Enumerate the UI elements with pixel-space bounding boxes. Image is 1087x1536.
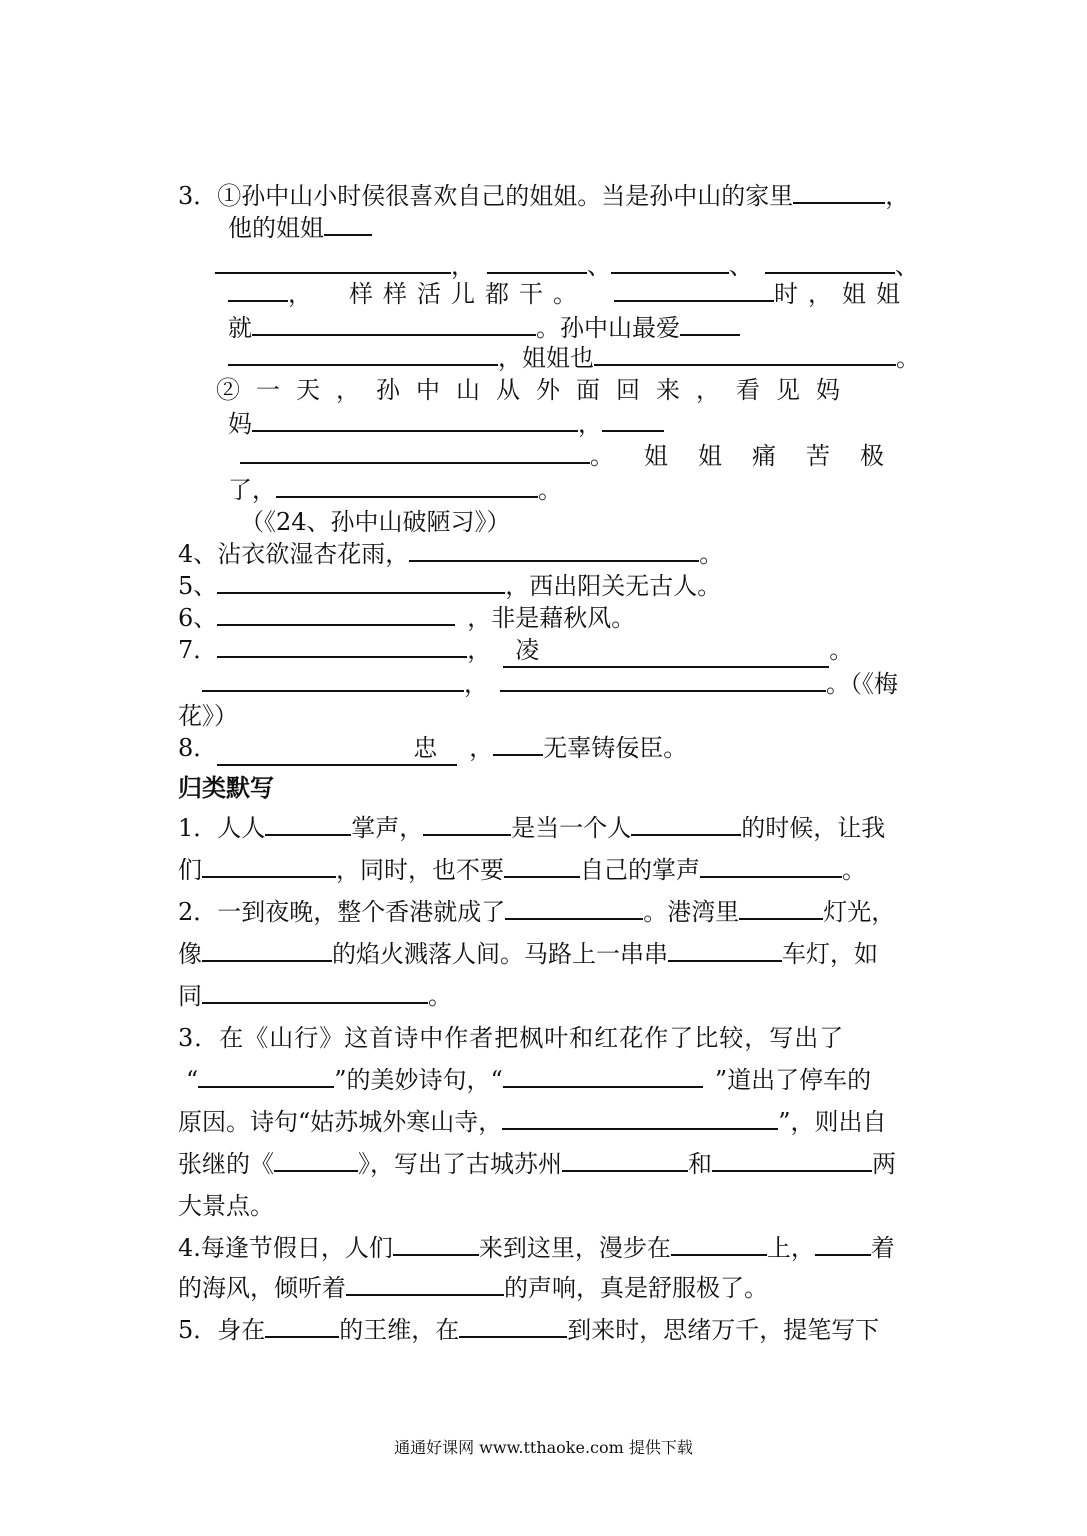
blank[interactable]	[393, 1232, 479, 1256]
section-heading	[178, 772, 274, 804]
blank[interactable]	[680, 312, 740, 336]
blank[interactable]	[252, 408, 578, 432]
blank[interactable]	[217, 732, 457, 766]
blank[interactable]	[500, 668, 826, 692]
blank[interactable]	[217, 634, 467, 658]
b-q3-text: 和	[688, 1150, 712, 1178]
blank[interactable]	[228, 278, 288, 302]
blank[interactable]	[668, 938, 782, 962]
blank[interactable]	[276, 474, 538, 498]
blank[interactable]	[505, 896, 643, 920]
b-q2-line-1	[178, 896, 895, 928]
page-footer	[0, 1436, 1087, 1460]
q3-text: 样样活儿都干。	[349, 280, 587, 308]
blank[interactable]	[504, 854, 580, 878]
b-q3-line-2	[186, 1064, 871, 1096]
b-q3-text: ”，则出自	[778, 1108, 887, 1136]
punct: 。	[842, 856, 866, 884]
punct: ，	[578, 410, 602, 438]
q5-text: 5、	[178, 572, 218, 600]
blank[interactable]	[671, 1232, 767, 1256]
punct: ，	[467, 636, 492, 664]
q3-line-8	[228, 408, 664, 440]
blank[interactable]	[198, 1064, 334, 1088]
q8-text: 忠	[413, 734, 438, 762]
q3-text: 时，姐姐	[774, 280, 910, 308]
punct: 、	[729, 252, 753, 280]
blank[interactable]	[594, 342, 896, 366]
b-q2-text: 。港湾里	[643, 898, 740, 926]
punct: 。	[699, 540, 724, 568]
blank[interactable]	[815, 1232, 871, 1256]
q3-text: 就	[228, 314, 252, 342]
source-citation: （《24、孙中山破陋习》）	[240, 508, 511, 536]
q4-text: 4、沾衣欲湿杏花雨，	[178, 540, 410, 568]
footer-text: 通通好课网 www.tthaoke.com 提供下载	[394, 1438, 693, 1457]
q8-line	[178, 732, 687, 766]
b-q2-line-3	[178, 980, 452, 1012]
q7-text: 花》）	[178, 702, 238, 730]
q7-text: 7．	[178, 636, 218, 664]
punct: 。	[829, 636, 854, 664]
b-q4-text: 上，	[766, 1234, 815, 1262]
b-q1-line-1	[178, 812, 885, 844]
blank[interactable]	[602, 408, 664, 432]
punct: ，	[464, 670, 488, 698]
b-q1-text: 自己的掌声	[580, 856, 700, 884]
b-q2-text: 灯光，	[823, 898, 896, 926]
blank[interactable]	[202, 938, 332, 962]
b-q3-text: 张继的《	[178, 1150, 274, 1178]
blank[interactable]	[562, 1148, 688, 1172]
b-q3-line-3	[178, 1106, 887, 1138]
b-q1-line-2	[178, 854, 866, 886]
b-q4-line-1	[178, 1232, 895, 1264]
q3-line-7	[216, 374, 910, 406]
q5-text: ，西出阳关无古人。	[505, 572, 722, 600]
b-q5-text: 到来时，思绪万千，提笔写下	[567, 1316, 880, 1344]
blank[interactable]	[493, 732, 543, 756]
blank[interactable]	[765, 250, 895, 274]
section-title: 归类默写	[178, 773, 274, 802]
q7-line-2	[202, 668, 898, 700]
blank[interactable]	[700, 854, 842, 878]
q3-line-9	[240, 440, 914, 472]
blank[interactable]	[487, 250, 587, 274]
blank[interactable]	[228, 342, 498, 366]
b-q3-text: ”的美妙诗句，“	[334, 1066, 503, 1094]
punct: 、	[587, 252, 611, 280]
blank[interactable]	[712, 1148, 872, 1172]
blank[interactable]	[274, 1148, 358, 1172]
punct: 。	[896, 344, 920, 372]
b-q4-text: 来到这里，漫步在	[478, 1234, 671, 1262]
q6-text: ，非是藉秋风。	[467, 604, 636, 632]
b-q5-text: 5．身在	[178, 1316, 266, 1344]
blank[interactable]	[423, 812, 511, 836]
b-q4-text: 4.每逢节假日，人们	[178, 1234, 393, 1262]
b-q4-text: 着	[870, 1234, 895, 1262]
b-q5-text: 的王维，在	[339, 1316, 460, 1344]
q3-text: ①孙中山小时侯很喜欢自己的姐姐。当是孙中山的家里	[217, 182, 794, 210]
b-q3-text: 原因。诗句“姑苏城外寒山寺，	[178, 1108, 503, 1136]
b-q1-text: 1．人人	[178, 814, 266, 842]
q3-source	[240, 506, 511, 538]
blank[interactable]	[324, 212, 372, 236]
q3-line-6	[228, 342, 920, 374]
punct: 。	[538, 476, 562, 504]
blank[interactable]	[265, 1314, 339, 1338]
b-q1-text: 是当一个人	[511, 814, 632, 842]
b-q3-line-4	[178, 1148, 896, 1180]
blank[interactable]	[240, 440, 590, 464]
blank[interactable]	[503, 634, 829, 668]
q3-text: 他的姐姐	[228, 214, 324, 242]
blank[interactable]	[502, 1106, 778, 1130]
blank[interactable]	[793, 180, 885, 204]
blank[interactable]	[631, 812, 741, 836]
b-q2-text: 车灯，如	[782, 940, 878, 968]
punct: ，	[885, 182, 910, 210]
q8-text: 无辜铸佞臣。	[543, 734, 688, 762]
q3-text: ②一天，孙中山从外面回来，看见妈	[216, 376, 856, 404]
blank[interactable]	[202, 854, 336, 878]
blank[interactable]	[202, 980, 428, 1004]
b-q3-text: 两	[872, 1150, 896, 1178]
punct: “	[186, 1066, 199, 1094]
b-q5-line-1	[178, 1314, 879, 1346]
blank[interactable]	[459, 1314, 567, 1338]
punct: 、	[895, 252, 919, 280]
blank[interactable]	[215, 250, 451, 274]
q3-line-5	[228, 312, 740, 344]
q3-number: 3．	[178, 182, 218, 210]
q6-line	[178, 602, 635, 634]
q8-text: 8．	[178, 734, 218, 762]
b-q3-text: 大景点。	[178, 1192, 274, 1220]
b-q2-line-2	[178, 938, 878, 970]
blank[interactable]	[611, 250, 729, 274]
blank[interactable]	[265, 812, 351, 836]
b-q2-text: 的焰火溅落人间。马路上一串串	[332, 940, 668, 968]
q7-text: 凌	[515, 636, 540, 664]
blank[interactable]	[614, 278, 774, 302]
b-q3-text: ”道出了停车的	[714, 1066, 872, 1094]
q5-line	[178, 570, 721, 602]
b-q1-text: 们	[178, 856, 202, 884]
blank[interactable]	[739, 896, 823, 920]
b-q1-text: ，同时，也不要	[336, 856, 504, 884]
blank[interactable]	[409, 538, 699, 562]
blank[interactable]	[503, 1064, 703, 1088]
blank[interactable]	[217, 570, 505, 594]
b-q3-line-1	[178, 1022, 844, 1054]
q3-line-10	[228, 474, 562, 506]
blank[interactable]	[346, 1272, 504, 1296]
b-q2-text: 2．一到夜晚，整个香港就成了	[178, 898, 506, 926]
b-q1-text: 的时候，让我	[741, 814, 886, 842]
q4-line	[178, 538, 723, 570]
punct: 。	[428, 982, 452, 1010]
q3-line-1	[178, 180, 909, 212]
q3-text: 妈	[228, 410, 252, 438]
b-q1-text: 掌声，	[351, 814, 424, 842]
q3-text: ，姐姐也	[498, 344, 594, 372]
q7-text: 。（《梅	[826, 670, 898, 698]
blank[interactable]	[202, 668, 464, 692]
punct: ，	[451, 252, 475, 280]
b-q2-text: 像	[178, 940, 202, 968]
b-q2-text: 同	[178, 982, 202, 1010]
blank[interactable]	[252, 312, 536, 336]
q3-text: 。姐姐痛苦极	[590, 442, 914, 470]
blank[interactable]	[217, 602, 455, 626]
q3-line-4	[228, 278, 910, 310]
b-q4-text: 的海风，倾听着	[178, 1274, 346, 1302]
q3-text: 了，	[228, 476, 276, 504]
q3-text: 。孙中山最爱	[536, 314, 680, 342]
punct: ，	[469, 734, 494, 762]
punct: ，	[288, 280, 322, 308]
b-q4-line-2	[178, 1272, 768, 1304]
q3-line-2	[228, 212, 372, 244]
q7-line-1	[178, 634, 853, 668]
b-q4-text: 的声响，真是舒服极了。	[504, 1274, 768, 1302]
b-q3-text: 3．在《山行》这首诗中作者把枫叶和红花作了比较，写出了	[178, 1024, 845, 1052]
q6-text: 6、	[178, 604, 218, 632]
b-q3-text: 》，写出了古城苏州	[358, 1150, 562, 1178]
b-q3-line-5	[178, 1190, 274, 1222]
q7-line-3	[178, 700, 238, 732]
